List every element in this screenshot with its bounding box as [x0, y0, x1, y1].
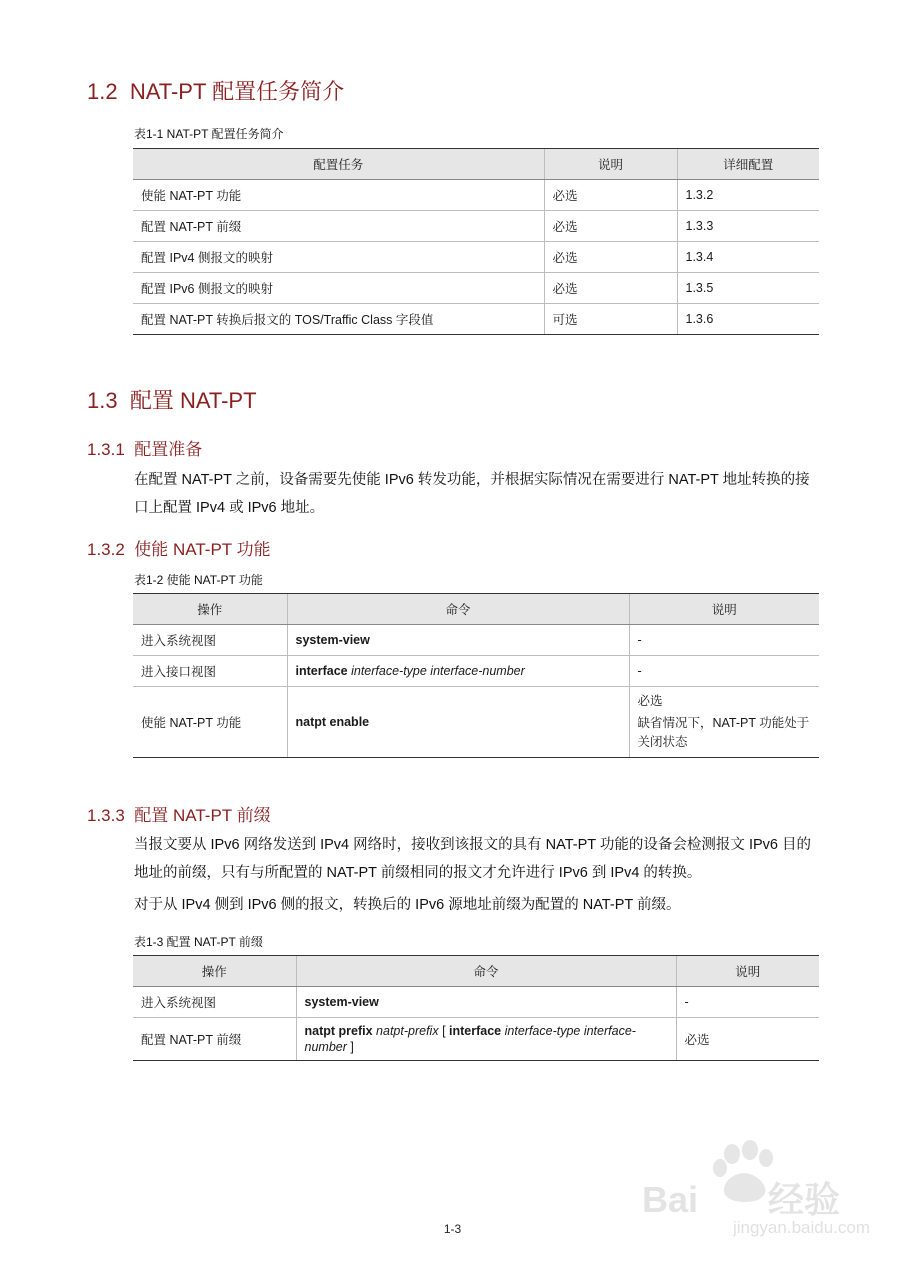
section-title: 使能 NAT-PT 功能	[134, 540, 271, 559]
config-task-table	[133, 148, 819, 335]
command-cell	[296, 1018, 676, 1061]
section-heading-1-3	[87, 384, 257, 415]
table-cell: 可选	[544, 304, 677, 335]
table-cell: 必选	[544, 242, 677, 273]
column-header: 操作	[133, 594, 287, 625]
paragraph-prefix-detection: 当报文要从 IPv6 网络发送到 IPv4 网络时，接收到该报文的具有 NAT-PT 功能的设备会检测报文 IPv6 目的地址的前缀，只有与所配置的 NAT-PT 前缀相同的报文才允许进行 IPv6 到 IPv4 的转换。	[134, 837, 811, 881]
table-row	[133, 304, 819, 335]
paragraph-preparation: 在配置 NAT-PT 之前，设备需要先使能 IPv6 转发功能，并根据实际情况在需要进行 NAT-PT 地址转换的接口上配置 IPv4 或 IPv6 地址。	[134, 472, 810, 516]
table-cell: 必选	[544, 180, 677, 211]
section-heading-1-3-2	[87, 535, 271, 560]
command-cell	[296, 987, 676, 1018]
note-required: 必选	[637, 694, 663, 708]
table-cell: -	[629, 656, 819, 687]
watermark-url: jingyan.baidu.com	[732, 1218, 870, 1237]
table-cell: 必选	[676, 1018, 819, 1061]
table-cell: 必选	[544, 211, 677, 242]
enable-natpt-table	[133, 593, 819, 758]
column-header: 操作	[133, 956, 296, 987]
command-argument: interface-type interface-number	[304, 1024, 636, 1054]
table-cell: 1.3.6	[677, 304, 819, 335]
table-cell: 进入系统视图	[133, 987, 296, 1018]
column-header: 说明	[629, 594, 819, 625]
column-header: 命令	[287, 594, 629, 625]
table-cell: 1.3.2	[677, 180, 819, 211]
table-row	[133, 987, 819, 1018]
table-row	[133, 242, 819, 273]
section-title: NAT-PT 配置任务简介	[129, 79, 345, 104]
table-cell: 使能 NAT-PT 功能	[133, 687, 287, 758]
command-keyword: interface	[449, 1024, 502, 1038]
column-header: 命令	[296, 956, 676, 987]
command-keyword: natpt enable	[295, 715, 370, 729]
note-cell	[629, 687, 819, 758]
command-argument: natpt-prefix	[376, 1024, 439, 1038]
section-title: 配置 NAT-PT	[129, 388, 257, 413]
table-header-row	[133, 956, 819, 987]
table-row	[133, 211, 819, 242]
section-number: 1.3.2	[87, 540, 125, 559]
table-caption: 表1-1 NAT-PT 配置任务简介	[134, 127, 284, 141]
section-heading-1-3-1	[87, 435, 202, 460]
table-row	[133, 687, 819, 758]
table-cell: 配置 NAT-PT 前缀	[133, 1018, 296, 1061]
table-cell: -	[676, 987, 819, 1018]
table-cell: 配置 IPv6 侧报文的映射	[133, 273, 544, 304]
paragraph-prefix-conversion: 对于从 IPv4 侧到 IPv6 侧的报文，转换后的 IPv6 源地址前缀为配置的 NAT-PT 前缀。	[134, 897, 681, 913]
natpt-prefix-table	[133, 955, 819, 1061]
svg-text:Bai: Bai	[642, 1179, 699, 1220]
section-title: 配置 NAT-PT 前缀	[134, 806, 271, 825]
command-argument: interface-type interface-number	[351, 664, 525, 678]
table-row	[133, 273, 819, 304]
section-number: 1.3.3	[87, 806, 125, 825]
column-header: 配置任务	[133, 149, 544, 180]
table-header-row	[133, 594, 819, 625]
section-heading-1-2	[87, 75, 344, 106]
table-row	[133, 625, 819, 656]
command-cell	[287, 625, 629, 656]
table-cell: 配置 IPv4 侧报文的映射	[133, 242, 544, 273]
table-header-row	[133, 149, 819, 180]
command-keyword: natpt prefix	[304, 1024, 373, 1038]
column-header: 说明	[544, 149, 677, 180]
optional-bracket-close: ]	[350, 1040, 354, 1054]
table-row	[133, 180, 819, 211]
section-number: 1.3.1	[87, 440, 125, 459]
table-cell: 进入接口视图	[133, 656, 287, 687]
table-cell: 使能 NAT-PT 功能	[133, 180, 544, 211]
column-header: 说明	[676, 956, 819, 987]
table-cell: 进入系统视图	[133, 625, 287, 656]
table-row	[133, 656, 819, 687]
command-cell	[287, 687, 629, 758]
command-cell	[287, 656, 629, 687]
section-number: 1.3	[87, 388, 118, 413]
command-keyword: system-view	[295, 633, 370, 647]
command-keyword: interface	[295, 664, 348, 678]
table-cell: -	[629, 625, 819, 656]
table-cell: 1.3.4	[677, 242, 819, 273]
svg-text:经验: 经验	[768, 1179, 841, 1220]
note-default: 缺省情况下，NAT-PT 功能处于关闭状态	[637, 716, 810, 749]
table-cell: 配置 NAT-PT 转换后报文的 TOS/Traffic Class 字段值	[133, 304, 544, 335]
table-caption: 表1-3 配置 NAT-PT 前缀	[134, 935, 263, 949]
column-header: 详细配置	[677, 149, 819, 180]
section-number: 1.2	[87, 79, 118, 104]
section-title: 配置准备	[134, 440, 203, 459]
table-cell: 1.3.5	[677, 273, 819, 304]
page-number: 1-3	[443, 1222, 462, 1236]
table-row	[133, 1018, 819, 1061]
table-caption: 表1-2 使能 NAT-PT 功能	[134, 573, 263, 587]
table-cell: 必选	[544, 273, 677, 304]
command-keyword: system-view	[304, 995, 379, 1009]
optional-bracket-open: [	[442, 1024, 446, 1038]
table-cell: 1.3.3	[677, 211, 819, 242]
table-cell: 配置 NAT-PT 前缀	[133, 211, 544, 242]
section-heading-1-3-3	[87, 801, 271, 826]
